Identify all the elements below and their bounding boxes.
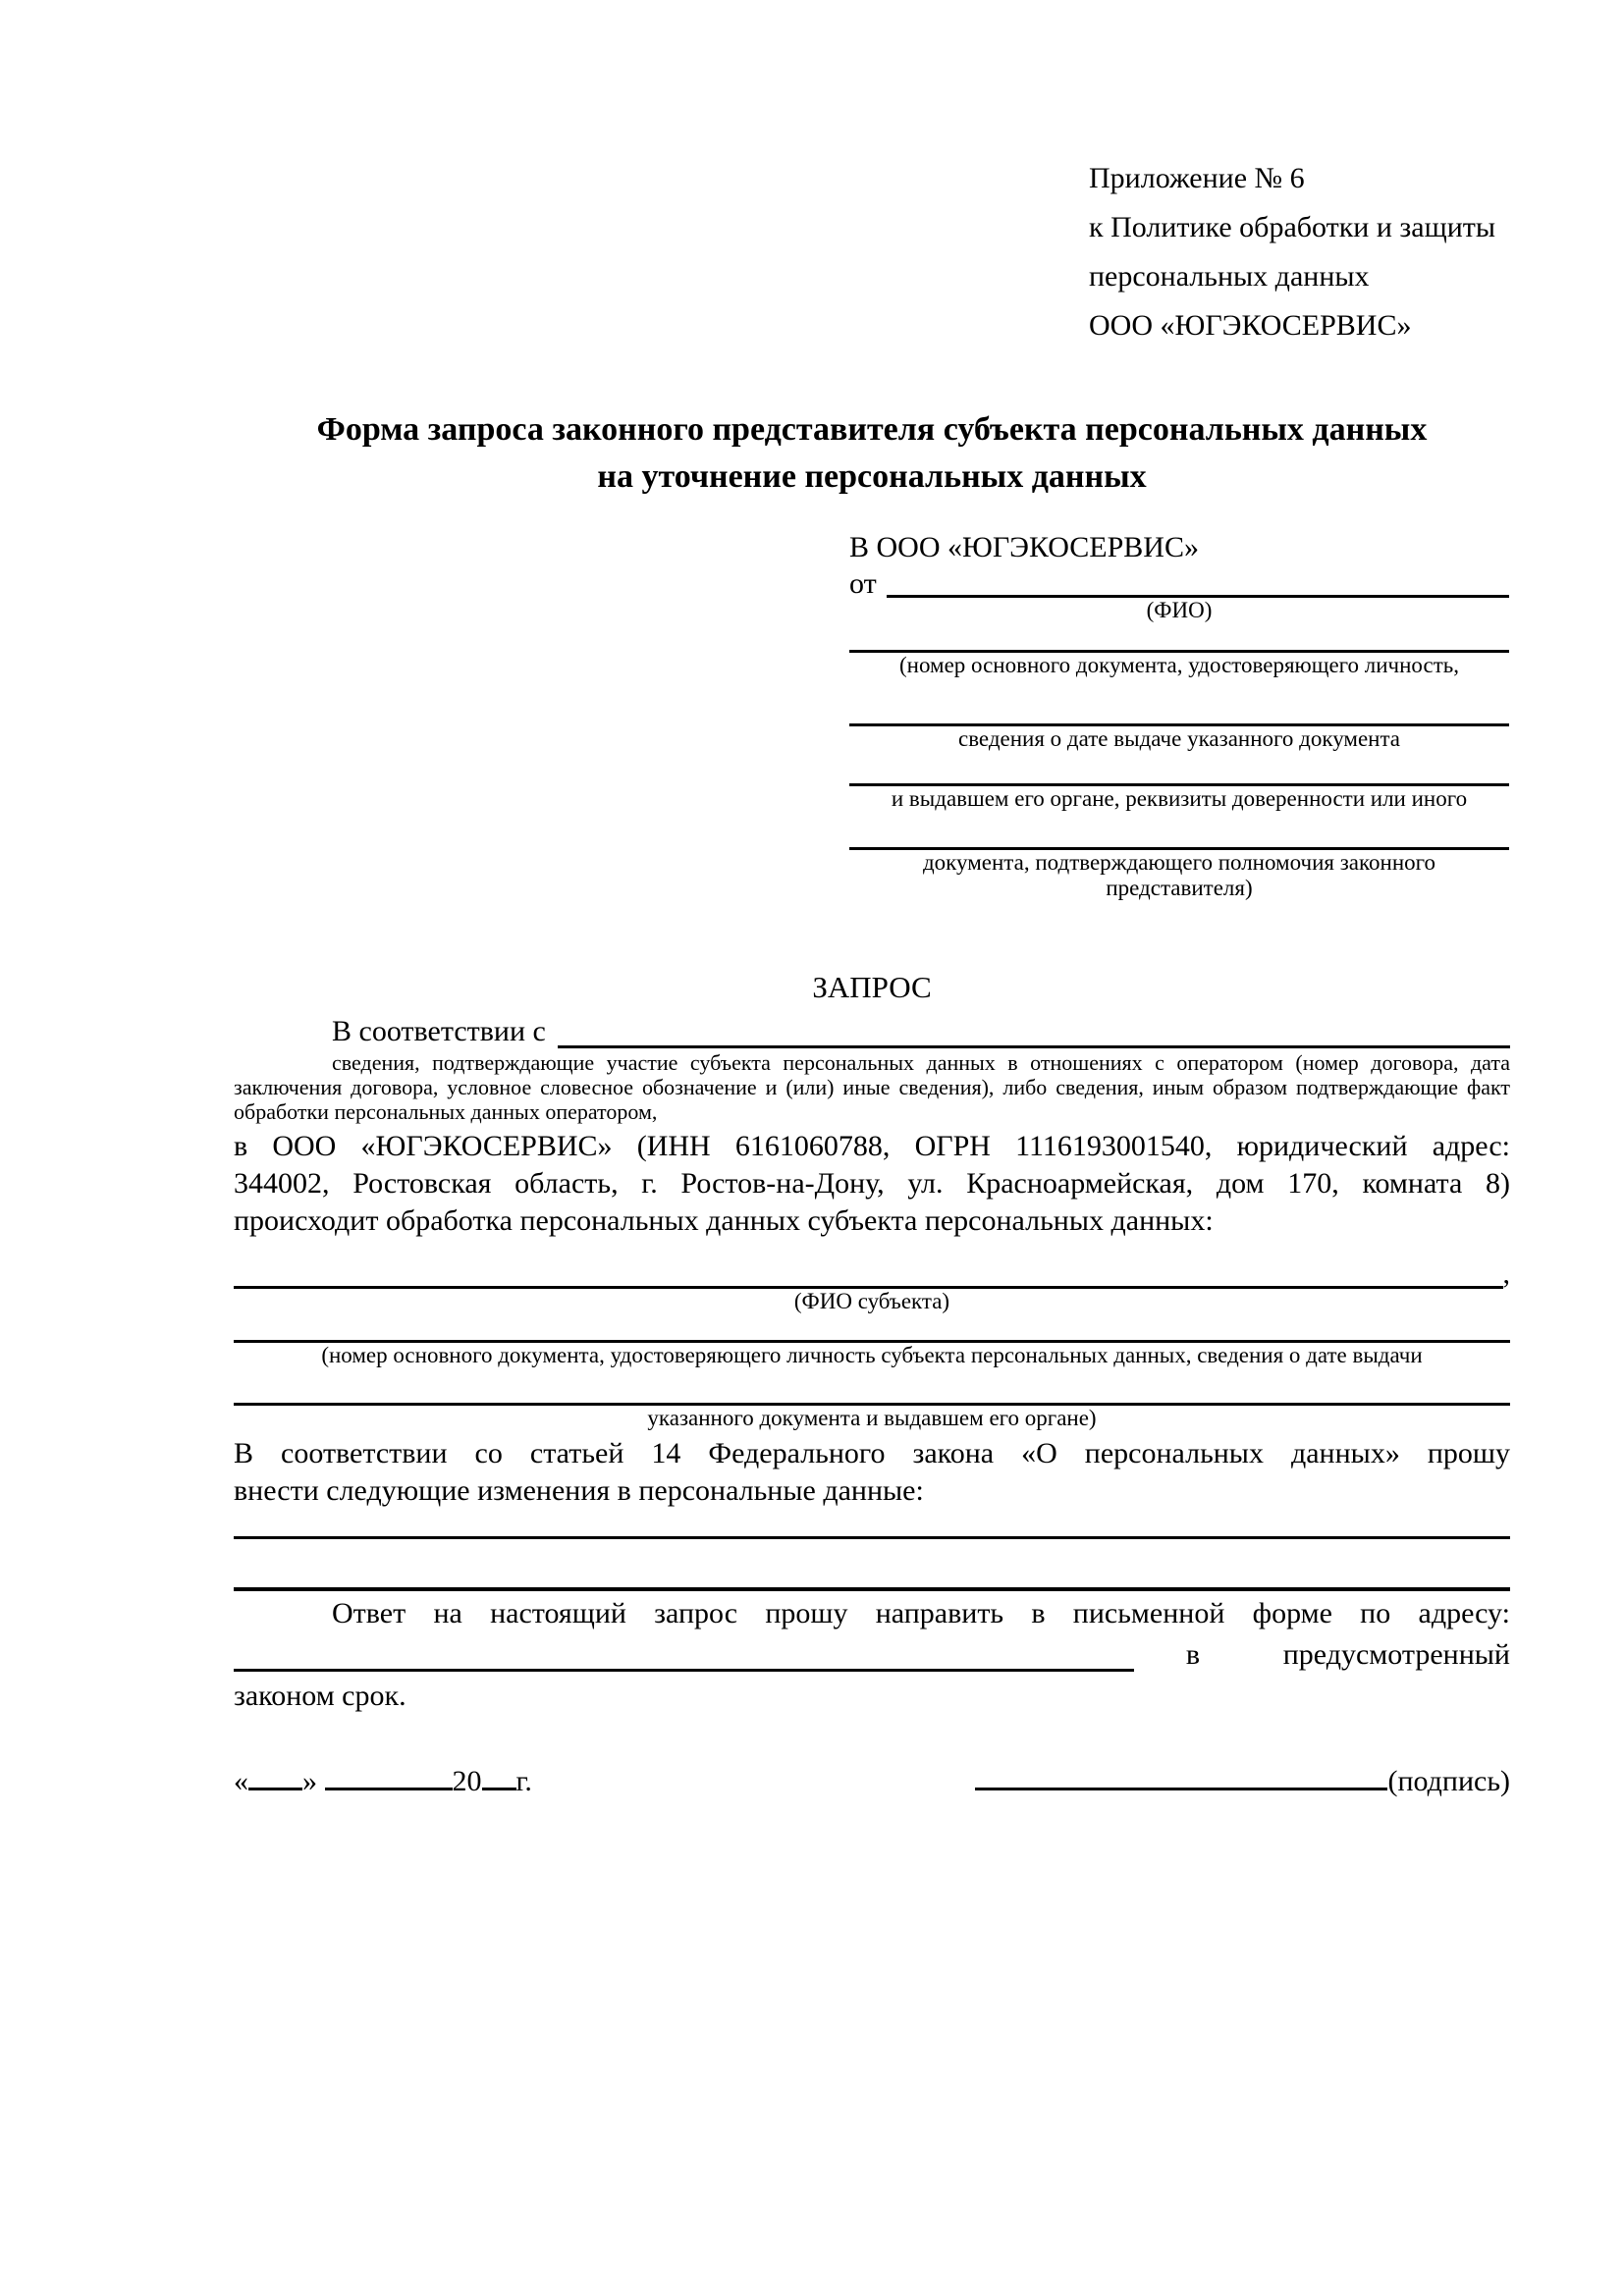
appendix-line: к Политике обработки и защиты (1089, 211, 1496, 243)
authority-document-caption: документа, подтверждающего полномочия законного представителя) (922, 850, 1435, 900)
subject-fio-row (234, 1257, 1510, 1289)
answer-paragraph (234, 1595, 1510, 1632)
address-fill-line[interactable] (234, 1636, 1134, 1672)
signature-caption: (подпись) (1387, 1765, 1510, 1797)
changes-fill-line-2[interactable] (234, 1539, 1510, 1591)
request-body (234, 970, 1510, 1799)
document-number-caption: (номер основного документа, удостоверяющего личность, (898, 653, 1459, 677)
document-number-fill-line[interactable] (849, 623, 1509, 653)
statement-line: В соответствии со статьей 14 Федерального закона «О персональных данных» прошу (234, 1437, 1510, 1469)
signature-fill-line[interactable] (975, 1761, 1387, 1790)
footnote-line: сведения, подтверждающие участие субъекта персональных данных в отношениях с оператором (номер договора, дата (332, 1050, 1510, 1075)
appendix-block (1089, 154, 1511, 350)
footnote-line: заключения договора, условное словесное обозначение и (или) иные сведения), либо сведения, иным образом подтверждающие факт (234, 1075, 1510, 1099)
statement-line: внести следующие изменения в персональные данные: (234, 1474, 924, 1507)
appendix-line: персональных данных (1089, 260, 1370, 293)
operator-line: в ООО «ЮГЭКОСЕРВИС» (ИНН 6161060788, ОГРН 1116193001540, юридический адрес: (234, 1130, 1510, 1162)
subject-fio-caption: (ФИО субъекта) (793, 1289, 950, 1313)
signature-field (975, 1761, 1510, 1799)
operator-paragraph (234, 1128, 1510, 1240)
answer-line: Ответ на настоящий запрос прошу направить в письменной форме по адресу: (332, 1597, 1510, 1629)
addressee-block (849, 525, 1509, 901)
accordance-row (234, 1015, 1510, 1048)
issuing-authority-fill-line[interactable] (849, 752, 1509, 786)
operator-line: 344002, Ростовская область, г. Ростов-на-Дону, ул. Красноармейская, дом 170, комната 8) (234, 1167, 1510, 1200)
request-heading: ЗАПРОС (812, 970, 932, 1004)
answer-address-row (234, 1636, 1510, 1672)
changes-fill-line-1[interactable] (234, 1510, 1510, 1539)
subject-fio-fill-line[interactable] (234, 1257, 1503, 1289)
from-row (849, 567, 1509, 600)
date-year-fill-line[interactable] (482, 1761, 516, 1790)
date-month-fill-line[interactable] (325, 1761, 453, 1790)
open-quote: « (234, 1765, 248, 1797)
footnote-block (234, 1050, 1510, 1124)
answer-word: предусмотренный (1282, 1638, 1510, 1671)
close-quote: » (302, 1765, 317, 1797)
date-day-fill-line[interactable] (248, 1761, 302, 1790)
date-field (234, 1761, 532, 1799)
title-line-1: Форма запроса законного представителя субъекта персональных данных (316, 411, 1428, 448)
issue-date-fill-line[interactable] (849, 678, 1509, 726)
document-title (234, 406, 1510, 501)
title-line-2: на уточнение персональных данных (597, 458, 1147, 495)
subject-document-fill-line-2[interactable] (234, 1368, 1510, 1406)
accordance-label: В соответствии с (332, 1015, 546, 1047)
addressee-organization: В ООО «ЮГЭКОСЕРВИС» (849, 531, 1199, 563)
subject-document-fill-line[interactable] (234, 1314, 1510, 1343)
date-signature-row (234, 1760, 1510, 1799)
accordance-fill-line[interactable] (558, 1015, 1510, 1048)
year-prefix: 20 (452, 1765, 482, 1797)
answer-tail: законом срок. (234, 1680, 406, 1712)
operator-line: происходит обработка персональных данных субъекта персональных данных: (234, 1204, 1214, 1237)
fio-fill-line[interactable] (887, 570, 1509, 598)
issuing-authority-caption: и выдавшем его органе, реквизиты доверенности или иного (891, 786, 1468, 811)
appendix-line: Приложение № 6 (1089, 162, 1305, 194)
from-label: от (849, 567, 877, 600)
statement-paragraph (234, 1435, 1510, 1510)
answer-word: в (1185, 1638, 1201, 1671)
issue-date-caption: сведения о дате выдаче указанного документа (957, 726, 1401, 751)
footnote-line: обработки персональных данных оператором, (234, 1099, 658, 1124)
trailing-comma: , (1502, 1257, 1510, 1290)
year-suffix: г. (515, 1765, 532, 1797)
subject-document-caption-2: указанного документа и выдавшем его органе) (647, 1406, 1097, 1430)
authority-document-fill-line[interactable] (849, 812, 1509, 850)
subject-document-caption: (номер основного документа, удостоверяющего личность субъекта персональных данных, сведения о дате выдачи (321, 1343, 1423, 1367)
fio-caption: (ФИО) (1146, 598, 1213, 622)
appendix-line: ООО «ЮГЭКОСЕРВИС» (1089, 309, 1412, 342)
